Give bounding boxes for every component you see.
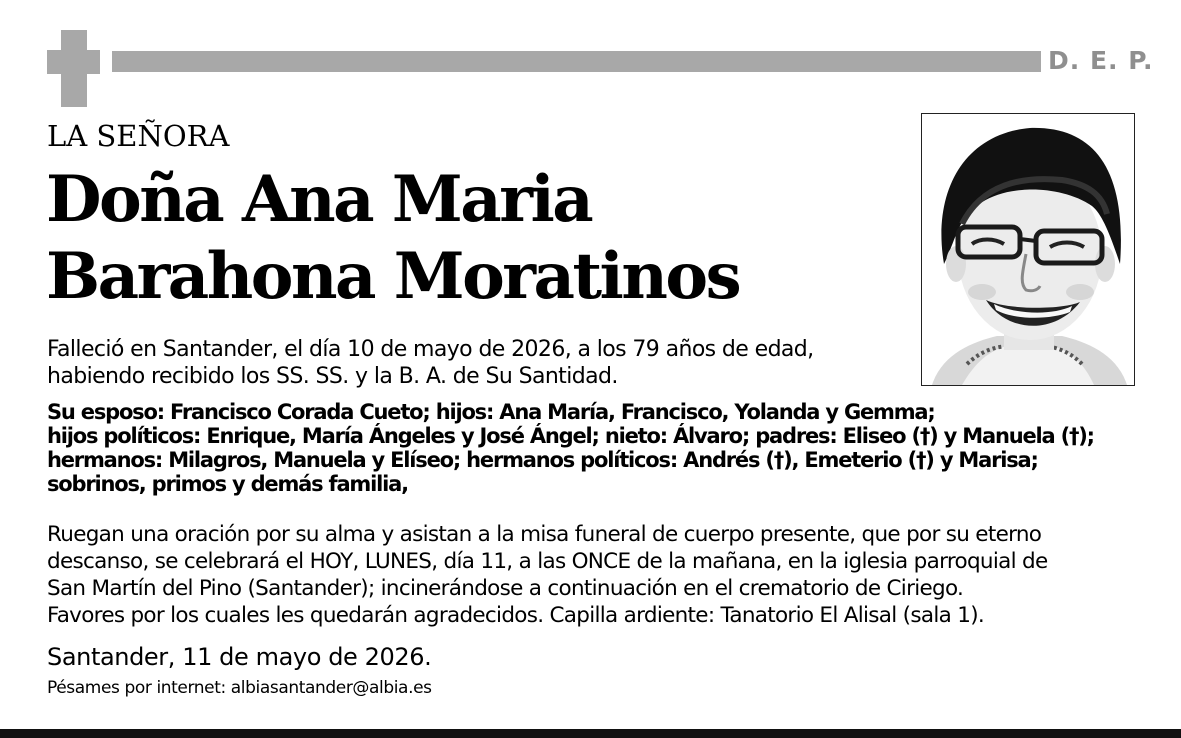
family-list (47, 400, 1094, 496)
death-notice (47, 336, 814, 390)
portrait-photo (921, 113, 1135, 386)
funeral-line: descanso, se celebrará el HOY, LUNES, día 11, a las ONCE de la mañana, en la iglesia parroquial de (47, 549, 1048, 574)
bottom-rule (0, 729, 1181, 738)
funeral-line: San Martín del Pino (Santander); incinerándose a continuación en el crematorio de Ciriego. (47, 576, 964, 601)
cross-icon-horizontal (47, 50, 100, 74)
funeral-line: Ruegan una oración por su alma y asistan a la misa funeral de cuerpo presente, que por su eterno (47, 522, 1042, 547)
name-line-1: Doña Ana Maria (46, 162, 592, 237)
family-line: Su esposo: Francisco Corada Cueto; hijos: Ana María, Francisco, Yolanda y Gemma; (47, 400, 935, 424)
funeral-line: Favores por los cuales les quedarán agradecidos. Capilla ardiente: Tanatorio El Alisal (sala 1). (47, 603, 985, 628)
name-line-2: Barahona Moratinos (46, 239, 740, 314)
place-date: Santander, 11 de mayo de 2026. (47, 643, 432, 671)
death-notice-line: Falleció en Santander, el día 10 de mayo de 2026, a los 79 años de edad, (47, 337, 814, 362)
header-rule (112, 51, 1041, 72)
death-notice-line: habiendo recibido los SS. SS. y la B. A. de Su Santidad. (47, 364, 618, 389)
portrait-icon (922, 114, 1134, 385)
dep-label: D. E. P. (1048, 46, 1154, 75)
family-line: hijos políticos: Enrique, María Ángeles y José Ángel; nieto: Álvaro; padres: Eliseo (†) y Manuela (†); (47, 424, 1094, 448)
family-line: sobrinos, primos y demás familia, (47, 472, 408, 496)
funeral-details (47, 521, 1047, 629)
honorific: LA SEÑORA (47, 119, 230, 153)
family-line: hermanos: Milagros, Manuela y Elíseo; hermanos políticos: Andrés (†), Emeterio (†) y Marisa; (47, 448, 1038, 472)
condolences-email: Pésames por internet: albiasantander@albia.es (47, 678, 432, 698)
